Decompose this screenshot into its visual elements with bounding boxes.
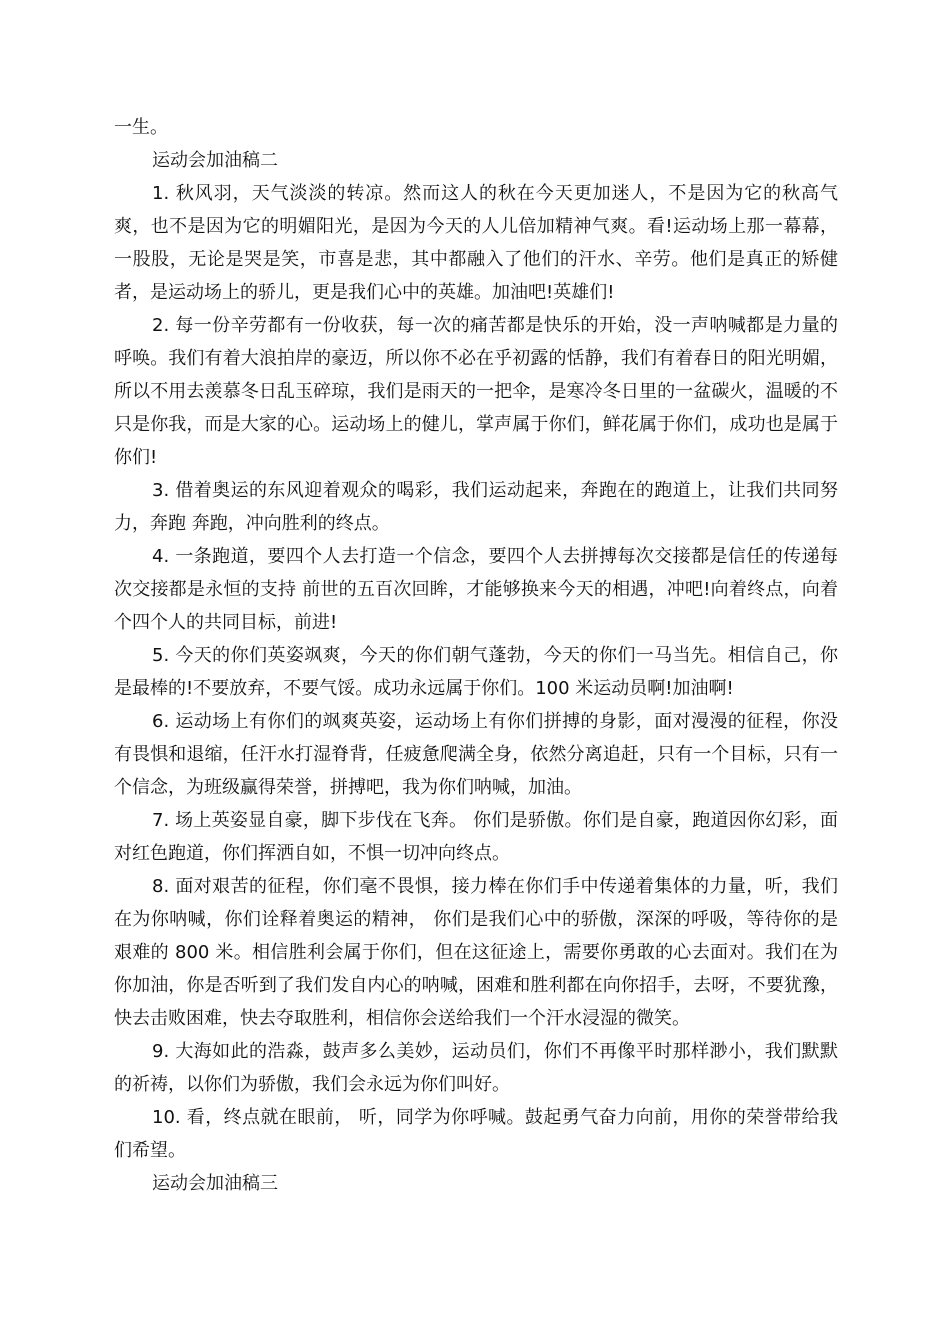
lead-text: 一生。	[114, 117, 168, 138]
paragraph-10: 10. 看，终点就在眼前， 听，同学为你呼喊。鼓起勇气奋力向前，用你的荣誉带给我们希望。	[114, 1107, 838, 1161]
section-heading-3: 运动会加油稿三	[152, 1173, 278, 1194]
document-body	[114, 111, 838, 1200]
paragraph-2: 2. 每一份辛劳都有一份收获，每一次的痛苦都是快乐的开始，没一声呐喊都是力量的呼唤。我们有着大浪拍岸的豪迈，所以你不必在乎初露的恬静，我们有着春日的阳光明媚，所以不用去羡慕冬日乱玉碎琼，我们是雨天的一把伞，是寒冷冬日里的一盆碳火，温暖的不只是你我，而是大家的心。运动场上的健儿，掌声属于你们，鲜花属于你们，成功也是属于你们!	[114, 315, 838, 468]
section-heading-2: 运动会加油稿二	[152, 150, 278, 171]
paragraph-4: 4. 一条跑道，要四个人去打造一个信念，要四个人去拼搏每次交接都是信任的传递每次交接都是永恒的支持 前世的五百次回眸，才能够换来今天的相遇，冲吧!向着终点，向着个四个人的共同目标，前进!	[114, 546, 838, 633]
paragraph-9: 9. 大海如此的浩淼，鼓声多么美妙，运动员们，你们不再像平时那样渺小，我们默默的祈祷，以你们为骄傲，我们会永远为你们叫好。	[114, 1041, 838, 1095]
paragraph-3: 3. 借着奥运的东风迎着观众的喝彩，我们运动起来，奔跑在的跑道上，让我们共同努力，奔跑 奔跑，冲向胜利的终点。	[114, 480, 838, 534]
paragraph-8: 8. 面对艰苦的征程，你们毫不畏惧，接力棒在你们手中传递着集体的力量，听，我们在为你呐喊，你们诠释着奥运的精神， 你们是我们心中的骄傲，深深的呼吸，等待你的是艰难的 800 米。相信胜利会属于你们，但在这征途上，需要你勇敢的心去面对。我们在为你加油，你是否听到了我们发自内心的呐喊，困难和胜利都在向你招手，去呀，不要犹豫，快去击败困难，快去夺取胜利，相信你会送给我们一个汗水浸湿的微笑。	[114, 876, 838, 1029]
paragraph-7: 7. 场上英姿显自豪，脚下步伐在飞奔。 你们是骄傲。你们是自豪，跑道因你幻彩，面对红色跑道，你们挥洒自如，不惧一切冲向终点。	[114, 810, 838, 864]
paragraph-1: 1. 秋风羽，天气淡淡的转凉。然而这人的秋在今天更加迷人，不是因为它的秋高气爽，也不是因为它的明媚阳光，是因为今天的人儿倍加精神气爽。看!运动场上那一幕幕，一股股，无论是哭是笑，市喜是悲，其中都融入了他们的汗水、辛劳。他们是真正的矫健者，是运动场上的骄儿，更是我们心中的英雄。加油吧!英雄们!	[114, 183, 838, 303]
paragraph-5: 5. 今天的你们英姿飒爽，今天的你们朝气蓬勃，今天的你们一马当先。相信自己，你是最棒的!不要放弃，不要气馁。成功永远属于你们。100 米运动员啊!加油啊!	[114, 645, 838, 699]
paragraph-6: 6. 运动场上有你们的飒爽英姿，运动场上有你们拼搏的身影，面对漫漫的征程，你没有畏惧和退缩，任汗水打湿脊背，任疲惫爬满全身，依然分离追赶，只有一个目标，只有一个信念，为班级赢得荣誉，拼搏吧，我为你们呐喊，加油。	[114, 711, 838, 798]
